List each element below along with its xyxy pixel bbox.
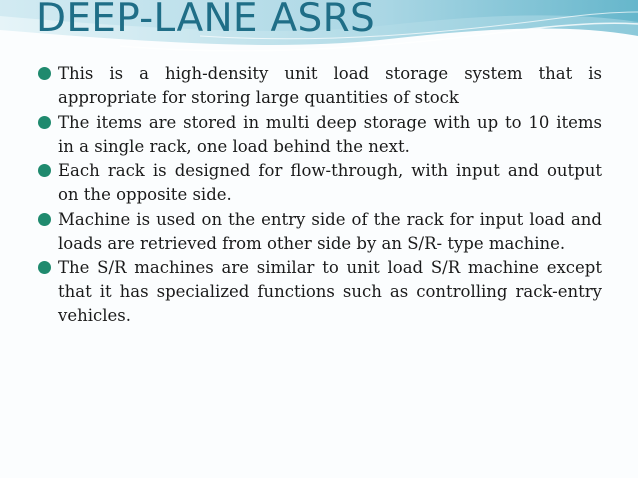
bullet-item — [36, 159, 602, 207]
bullet-item — [36, 111, 602, 159]
filled-circle-bullet-icon — [38, 164, 51, 177]
bullet-item — [36, 62, 602, 110]
bullet-item — [36, 256, 602, 328]
bullet-item — [36, 208, 602, 256]
bullet-list — [36, 62, 602, 329]
filled-circle-bullet-icon — [38, 261, 51, 274]
bullet-text: The S/R machines are similar to unit load S/R machine except that it has specialized functions such as controlling rack-entry vehicles. — [58, 258, 602, 325]
slide-title: DEEP-LANE ASRS — [36, 0, 376, 41]
bullet-text: The items are stored in multi deep storage with up to 10 items in a single rack, one load behind the next. — [58, 112, 602, 156]
bullet-text: Machine is used on the entry side of the rack for input load and loads are retrieved from other side by an S/R- type machine. — [58, 209, 602, 253]
bullet-text: This is a high-density unit load storage system that is appropriate for storing large quantities of stock — [58, 64, 602, 107]
filled-circle-bullet-icon — [38, 67, 51, 80]
filled-circle-bullet-icon — [38, 213, 51, 226]
filled-circle-bullet-icon — [38, 116, 51, 129]
bullet-text: Each rack is designed for flow-through, with input and output on the opposite side. — [58, 161, 602, 204]
